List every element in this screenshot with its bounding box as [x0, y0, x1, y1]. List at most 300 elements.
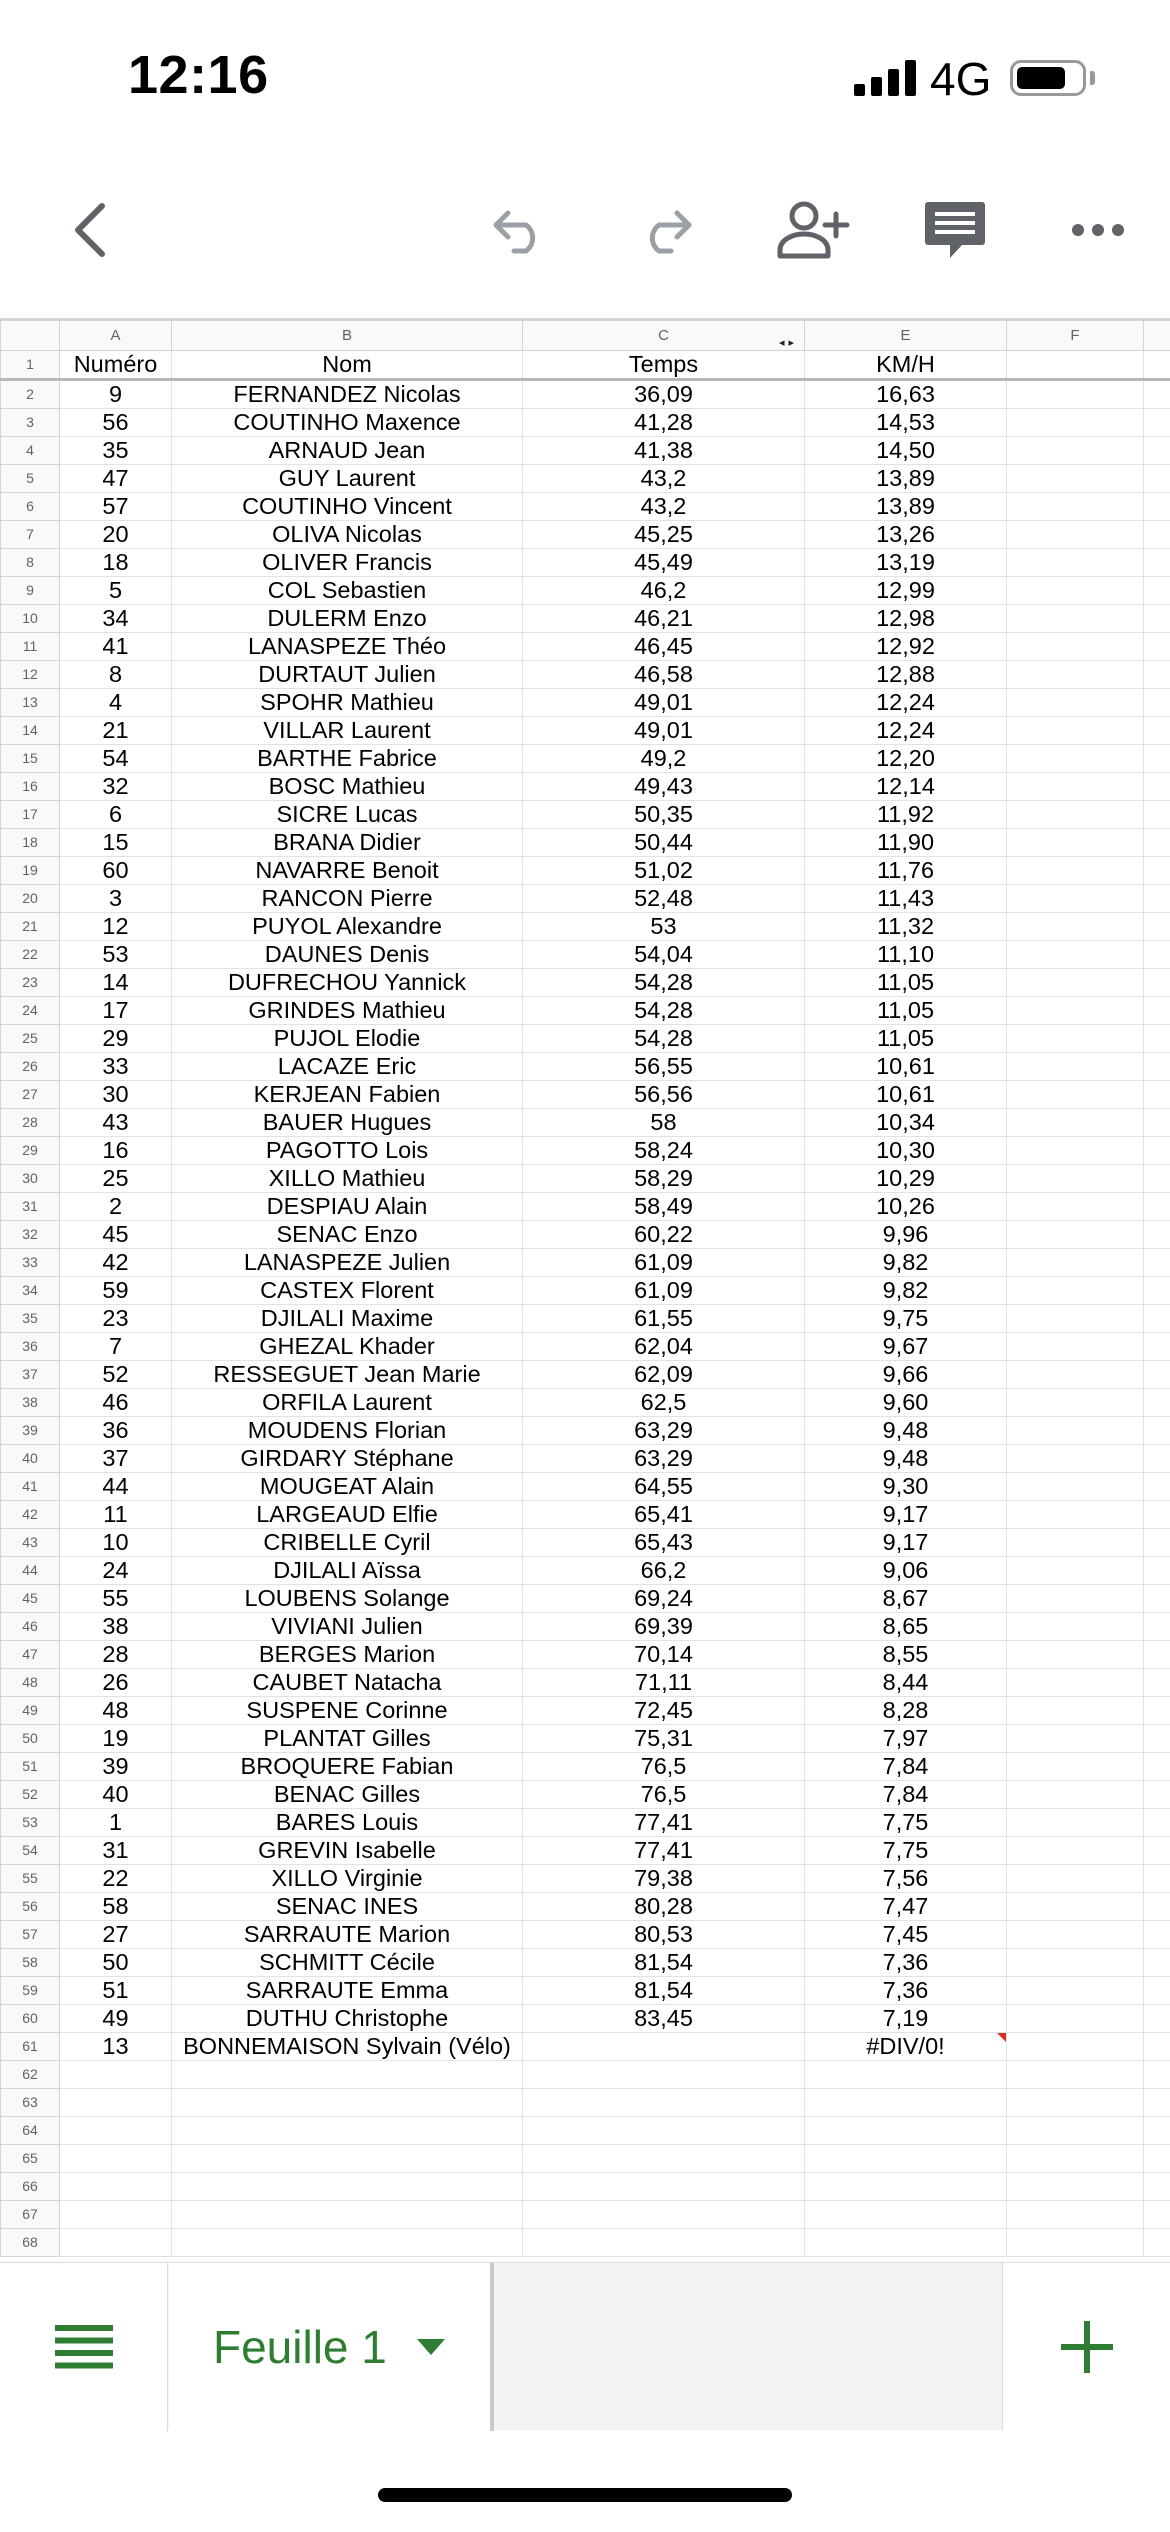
table-cell[interactable]: 63,29 — [523, 1417, 805, 1445]
table-cell[interactable]: 45,25 — [523, 521, 805, 549]
table-cell[interactable]: 11,10 — [805, 941, 1007, 969]
table-cell[interactable]: NAVARRE Benoit — [172, 857, 523, 885]
table-cell[interactable]: BARES Louis — [172, 1809, 523, 1837]
table-cell[interactable]: OLIVA Nicolas — [172, 521, 523, 549]
cell[interactable] — [1144, 1585, 1170, 1613]
table-cell[interactable]: KERJEAN Fabien — [172, 1081, 523, 1109]
table-cell[interactable]: 13,19 — [805, 549, 1007, 577]
table-cell[interactable]: PUYOL Alexandre — [172, 913, 523, 941]
table-cell[interactable]: 23 — [60, 1305, 172, 1333]
table-cell[interactable]: 21 — [60, 717, 172, 745]
cell[interactable] — [1007, 1501, 1144, 1529]
table-cell[interactable]: 13 — [60, 2033, 172, 2061]
table-cell[interactable]: 12,20 — [805, 745, 1007, 773]
cell[interactable] — [1007, 1837, 1144, 1865]
cell[interactable] — [1144, 2089, 1170, 2117]
cell[interactable] — [1144, 1053, 1170, 1081]
table-cell[interactable]: 8,67 — [805, 1585, 1007, 1613]
cell[interactable] — [1007, 2229, 1144, 2257]
table-cell[interactable]: CRIBELLE Cyril — [172, 1529, 523, 1557]
cell[interactable] — [1144, 1361, 1170, 1389]
table-cell[interactable]: MOUDENS Florian — [172, 1417, 523, 1445]
column-header-b[interactable] — [172, 321, 523, 351]
table-cell[interactable]: 11,05 — [805, 997, 1007, 1025]
table-cell[interactable]: 43,2 — [523, 465, 805, 493]
undo-button[interactable] — [480, 180, 560, 280]
table-cell[interactable]: GUY Laurent — [172, 465, 523, 493]
cell[interactable] — [1007, 1613, 1144, 1641]
cell[interactable] — [1007, 1081, 1144, 1109]
row-number[interactable]: 64 — [1, 2117, 60, 2145]
cell[interactable] — [1144, 1865, 1170, 1893]
table-cell[interactable]: 36 — [60, 1417, 172, 1445]
cell[interactable] — [1007, 1865, 1144, 1893]
table-cell[interactable]: BENAC Gilles — [172, 1781, 523, 1809]
cell[interactable] — [1007, 2117, 1144, 2145]
table-cell[interactable]: 54,28 — [523, 969, 805, 997]
share-button[interactable] — [768, 180, 858, 280]
cell[interactable] — [1007, 1557, 1144, 1585]
header-cell[interactable]: Temps — [523, 351, 805, 380]
cell[interactable] — [60, 2173, 172, 2201]
table-cell[interactable]: 13,89 — [805, 493, 1007, 521]
table-cell[interactable]: 26 — [60, 1669, 172, 1697]
table-cell[interactable]: GHEZAL Khader — [172, 1333, 523, 1361]
row-number[interactable]: 2 — [1, 380, 60, 409]
cell[interactable] — [1144, 941, 1170, 969]
cell[interactable] — [1007, 605, 1144, 633]
table-cell[interactable]: 29 — [60, 1025, 172, 1053]
table-cell[interactable]: 58 — [523, 1109, 805, 1137]
table-cell[interactable]: 15 — [60, 829, 172, 857]
table-cell[interactable]: 2 — [60, 1193, 172, 1221]
cell[interactable] — [1144, 2201, 1170, 2229]
table-cell[interactable]: 11,32 — [805, 913, 1007, 941]
table-cell[interactable]: RANCON Pierre — [172, 885, 523, 913]
table-cell[interactable]: 10,29 — [805, 1165, 1007, 1193]
cell[interactable] — [1144, 1221, 1170, 1249]
cell[interactable] — [1007, 521, 1144, 549]
cell[interactable] — [1007, 1641, 1144, 1669]
cell[interactable] — [1144, 437, 1170, 465]
table-cell[interactable]: 8,44 — [805, 1669, 1007, 1697]
cell[interactable] — [1007, 2145, 1144, 2173]
table-cell[interactable]: CASTEX Florent — [172, 1277, 523, 1305]
table-cell[interactable]: 7,36 — [805, 1949, 1007, 1977]
cell[interactable] — [1144, 2117, 1170, 2145]
table-cell[interactable]: 49,01 — [523, 717, 805, 745]
table-cell[interactable]: 9,82 — [805, 1249, 1007, 1277]
row-number[interactable]: 25 — [1, 1025, 60, 1053]
cell[interactable] — [1007, 941, 1144, 969]
table-cell[interactable]: 7,45 — [805, 1921, 1007, 1949]
table-cell[interactable]: 77,41 — [523, 1837, 805, 1865]
row-number[interactable]: 53 — [1, 1809, 60, 1837]
cell[interactable] — [1144, 2061, 1170, 2089]
cell[interactable] — [1144, 829, 1170, 857]
table-cell[interactable]: 54,28 — [523, 997, 805, 1025]
table-cell[interactable]: 77,41 — [523, 1809, 805, 1837]
table-cell[interactable]: 69,24 — [523, 1585, 805, 1613]
table-cell[interactable]: 50,35 — [523, 801, 805, 829]
column-header-c[interactable] — [523, 321, 805, 351]
table-cell[interactable]: 9,48 — [805, 1445, 1007, 1473]
cell[interactable] — [1007, 1277, 1144, 1305]
cell[interactable] — [805, 2117, 1007, 2145]
table-cell[interactable]: 60 — [60, 857, 172, 885]
table-cell[interactable]: 38 — [60, 1613, 172, 1641]
cell[interactable] — [1007, 1893, 1144, 1921]
cell[interactable] — [1007, 465, 1144, 493]
cell[interactable] — [1007, 689, 1144, 717]
table-cell[interactable]: BARTHE Fabrice — [172, 745, 523, 773]
cell[interactable] — [1144, 2173, 1170, 2201]
table-cell[interactable]: 65,43 — [523, 1529, 805, 1557]
table-cell[interactable] — [523, 2033, 805, 2061]
cell[interactable] — [1007, 1249, 1144, 1277]
row-number[interactable]: 15 — [1, 745, 60, 773]
cell[interactable] — [1144, 1081, 1170, 1109]
table-cell[interactable]: 7,47 — [805, 1893, 1007, 1921]
column-header-f[interactable] — [1007, 321, 1144, 351]
cell[interactable] — [1144, 605, 1170, 633]
cell[interactable] — [805, 2145, 1007, 2173]
row-number[interactable]: 16 — [1, 773, 60, 801]
cell[interactable] — [1007, 633, 1144, 661]
cell[interactable] — [172, 2061, 523, 2089]
table-cell[interactable]: 79,38 — [523, 1865, 805, 1893]
table-cell[interactable]: 17 — [60, 997, 172, 1025]
table-cell[interactable]: 11,05 — [805, 1025, 1007, 1053]
cell[interactable] — [1007, 1053, 1144, 1081]
table-cell[interactable]: 54,28 — [523, 1025, 805, 1053]
cell[interactable] — [1144, 549, 1170, 577]
table-cell[interactable]: 7,75 — [805, 1837, 1007, 1865]
table-cell[interactable]: 70,14 — [523, 1641, 805, 1669]
cell[interactable] — [1144, 1277, 1170, 1305]
table-cell[interactable]: 52 — [60, 1361, 172, 1389]
cell[interactable] — [1144, 1445, 1170, 1473]
cell[interactable] — [1007, 1165, 1144, 1193]
table-cell[interactable]: 46,2 — [523, 577, 805, 605]
cell[interactable] — [1144, 2033, 1170, 2061]
table-cell[interactable]: 62,5 — [523, 1389, 805, 1417]
row-number[interactable]: 12 — [1, 661, 60, 689]
cell[interactable] — [805, 2229, 1007, 2257]
caret-down-icon[interactable] — [417, 2339, 445, 2355]
table-cell[interactable]: 46,45 — [523, 633, 805, 661]
table-cell[interactable]: OLIVER Francis — [172, 549, 523, 577]
row-number[interactable]: 67 — [1, 2201, 60, 2229]
table-cell[interactable]: 7,56 — [805, 1865, 1007, 1893]
table-cell[interactable]: FERNANDEZ Nicolas — [172, 380, 523, 409]
table-cell[interactable]: 59 — [60, 1277, 172, 1305]
table-cell[interactable] — [805, 2033, 1007, 2061]
table-cell[interactable]: 53 — [523, 913, 805, 941]
cell[interactable] — [523, 2089, 805, 2117]
cell[interactable] — [1144, 1193, 1170, 1221]
table-cell[interactable]: 50 — [60, 1949, 172, 1977]
cell[interactable] — [1144, 1949, 1170, 1977]
row-number[interactable]: 34 — [1, 1277, 60, 1305]
column-header-a[interactable] — [60, 321, 172, 351]
cell[interactable] — [1007, 549, 1144, 577]
table-cell[interactable]: 9,82 — [805, 1277, 1007, 1305]
table-cell[interactable]: 6 — [60, 801, 172, 829]
row-number[interactable]: 57 — [1, 1921, 60, 1949]
table-cell[interactable]: DUTHU Christophe — [172, 2005, 523, 2033]
cell[interactable] — [1144, 577, 1170, 605]
corner-cell[interactable] — [1, 321, 60, 351]
table-cell[interactable]: VILLAR Laurent — [172, 717, 523, 745]
table-cell[interactable]: 7 — [60, 1333, 172, 1361]
table-cell[interactable]: GRINDES Mathieu — [172, 997, 523, 1025]
row-number[interactable]: 49 — [1, 1697, 60, 1725]
table-cell[interactable]: 12,14 — [805, 773, 1007, 801]
table-cell[interactable]: 11,76 — [805, 857, 1007, 885]
table-cell[interactable]: 12,24 — [805, 717, 1007, 745]
cell[interactable] — [1007, 2005, 1144, 2033]
cell[interactable] — [805, 2173, 1007, 2201]
row-number[interactable]: 55 — [1, 1865, 60, 1893]
table-cell[interactable]: 37 — [60, 1445, 172, 1473]
table-cell[interactable]: PLANTAT Gilles — [172, 1725, 523, 1753]
table-cell[interactable]: 27 — [60, 1921, 172, 1949]
cell[interactable] — [1007, 1753, 1144, 1781]
table-cell[interactable]: 7,84 — [805, 1753, 1007, 1781]
cell[interactable] — [523, 2201, 805, 2229]
cell[interactable] — [523, 2145, 805, 2173]
cell[interactable] — [1144, 1697, 1170, 1725]
table-cell[interactable]: 50,44 — [523, 829, 805, 857]
table-cell[interactable]: 10,26 — [805, 1193, 1007, 1221]
cell[interactable] — [1144, 885, 1170, 913]
row-number[interactable]: 45 — [1, 1585, 60, 1613]
table-cell[interactable]: 46,21 — [523, 605, 805, 633]
table-cell[interactable]: COUTINHO Maxence — [172, 409, 523, 437]
cell[interactable] — [1144, 1809, 1170, 1837]
row-number[interactable]: 46 — [1, 1613, 60, 1641]
table-cell[interactable]: 35 — [60, 437, 172, 465]
cell[interactable] — [1144, 2145, 1170, 2173]
table-cell[interactable]: 45 — [60, 1221, 172, 1249]
cell[interactable] — [172, 2117, 523, 2145]
cell[interactable] — [1007, 1781, 1144, 1809]
add-sheet-button[interactable] — [1002, 2263, 1170, 2431]
table-cell[interactable]: 46,58 — [523, 661, 805, 689]
table-cell[interactable]: XILLO Mathieu — [172, 1165, 523, 1193]
table-cell[interactable]: MOUGEAT Alain — [172, 1473, 523, 1501]
cell[interactable] — [1007, 2173, 1144, 2201]
row-number[interactable]: 27 — [1, 1081, 60, 1109]
table-cell[interactable]: 18 — [60, 549, 172, 577]
row-number[interactable]: 48 — [1, 1669, 60, 1697]
table-cell[interactable]: 80,53 — [523, 1921, 805, 1949]
table-cell[interactable]: 11 — [60, 1501, 172, 1529]
table-cell[interactable]: 7,75 — [805, 1809, 1007, 1837]
table-cell[interactable]: PUJOL Elodie — [172, 1025, 523, 1053]
cell[interactable] — [1007, 1221, 1144, 1249]
row-number[interactable]: 7 — [1, 521, 60, 549]
table-cell[interactable]: 75,31 — [523, 1725, 805, 1753]
table-cell[interactable]: 22 — [60, 1865, 172, 1893]
row-number[interactable]: 42 — [1, 1501, 60, 1529]
cell[interactable] — [1007, 2061, 1144, 2089]
row-number[interactable]: 8 — [1, 549, 60, 577]
table-cell[interactable]: 10,61 — [805, 1081, 1007, 1109]
table-cell[interactable]: 16,63 — [805, 380, 1007, 409]
cell[interactable] — [1007, 1949, 1144, 1977]
cell[interactable] — [1007, 1585, 1144, 1613]
table-cell[interactable]: 46 — [60, 1389, 172, 1417]
cell[interactable] — [1007, 1109, 1144, 1137]
table-cell[interactable]: SCHMITT Cécile — [172, 1949, 523, 1977]
cell[interactable] — [1007, 2033, 1144, 2061]
cell[interactable] — [523, 2173, 805, 2201]
row-number[interactable]: 33 — [1, 1249, 60, 1277]
row-number[interactable]: 41 — [1, 1473, 60, 1501]
table-cell[interactable]: 1 — [60, 1809, 172, 1837]
cell[interactable] — [60, 2117, 172, 2145]
table-cell[interactable]: 3 — [60, 885, 172, 913]
row-number[interactable]: 1 — [1, 351, 60, 380]
cell[interactable] — [1007, 1529, 1144, 1557]
table-cell[interactable]: GREVIN Isabelle — [172, 1837, 523, 1865]
row-number[interactable]: 35 — [1, 1305, 60, 1333]
cell[interactable] — [1007, 2089, 1144, 2117]
table-cell[interactable]: 7,36 — [805, 1977, 1007, 2005]
row-number[interactable]: 11 — [1, 633, 60, 661]
cell[interactable] — [1144, 633, 1170, 661]
row-number[interactable]: 14 — [1, 717, 60, 745]
row-number[interactable]: 51 — [1, 1753, 60, 1781]
row-number[interactable]: 58 — [1, 1949, 60, 1977]
redo-button[interactable] — [625, 180, 705, 280]
table-cell[interactable]: 53 — [60, 941, 172, 969]
cell[interactable] — [1007, 1361, 1144, 1389]
table-cell[interactable]: 80,28 — [523, 1893, 805, 1921]
cell[interactable] — [1144, 1165, 1170, 1193]
row-number[interactable]: 44 — [1, 1557, 60, 1585]
table-cell[interactable]: SENAC Enzo — [172, 1221, 523, 1249]
table-cell[interactable]: 12,99 — [805, 577, 1007, 605]
table-cell[interactable]: LANASPEZE Théo — [172, 633, 523, 661]
table-cell[interactable]: 49 — [60, 2005, 172, 2033]
table-cell[interactable]: 58,24 — [523, 1137, 805, 1165]
table-cell[interactable]: 51,02 — [523, 857, 805, 885]
table-cell[interactable]: BERGES Marion — [172, 1641, 523, 1669]
table-cell[interactable]: 13,89 — [805, 465, 1007, 493]
table-cell[interactable]: 81,54 — [523, 1949, 805, 1977]
table-cell[interactable]: SPOHR Mathieu — [172, 689, 523, 717]
table-cell[interactable]: 12,88 — [805, 661, 1007, 689]
table-cell[interactable]: COL Sebastien — [172, 577, 523, 605]
table-cell[interactable]: 60,22 — [523, 1221, 805, 1249]
table-cell[interactable]: 76,5 — [523, 1781, 805, 1809]
cell[interactable] — [1007, 380, 1144, 409]
cell[interactable] — [1144, 1249, 1170, 1277]
table-cell[interactable]: PAGOTTO Lois — [172, 1137, 523, 1165]
cell[interactable] — [1144, 857, 1170, 885]
row-number[interactable]: 29 — [1, 1137, 60, 1165]
row-number[interactable]: 21 — [1, 913, 60, 941]
row-number[interactable]: 56 — [1, 1893, 60, 1921]
cell[interactable] — [1144, 717, 1170, 745]
row-number[interactable]: 62 — [1, 2061, 60, 2089]
cell[interactable] — [1144, 1305, 1170, 1333]
row-number[interactable]: 6 — [1, 493, 60, 521]
cell[interactable] — [1007, 1389, 1144, 1417]
cell[interactable] — [1144, 1529, 1170, 1557]
table-cell[interactable]: 41,38 — [523, 437, 805, 465]
cell[interactable] — [1007, 577, 1144, 605]
cell[interactable] — [1007, 1193, 1144, 1221]
cell[interactable] — [60, 2089, 172, 2117]
table-cell[interactable]: BOSC Mathieu — [172, 773, 523, 801]
table-cell[interactable]: GIRDARY Stéphane — [172, 1445, 523, 1473]
table-cell[interactable]: 9,75 — [805, 1305, 1007, 1333]
table-cell[interactable]: 7,97 — [805, 1725, 1007, 1753]
table-cell[interactable]: 4 — [60, 689, 172, 717]
table-cell[interactable]: 9,66 — [805, 1361, 1007, 1389]
table-cell[interactable]: SARRAUTE Emma — [172, 1977, 523, 2005]
cell[interactable] — [1144, 1333, 1170, 1361]
table-cell[interactable]: 56,56 — [523, 1081, 805, 1109]
row-number[interactable]: 37 — [1, 1361, 60, 1389]
table-cell[interactable]: SENAC INES — [172, 1893, 523, 1921]
cell[interactable] — [1007, 717, 1144, 745]
header-cell[interactable]: Numéro — [60, 351, 172, 380]
table-cell[interactable]: 9,06 — [805, 1557, 1007, 1585]
cell[interactable] — [1007, 351, 1144, 380]
table-cell[interactable]: 49,01 — [523, 689, 805, 717]
row-number[interactable]: 17 — [1, 801, 60, 829]
table-cell[interactable]: LARGEAUD Elfie — [172, 1501, 523, 1529]
cell[interactable] — [1144, 1753, 1170, 1781]
tab-feuille-1[interactable] — [169, 2263, 494, 2431]
row-number[interactable]: 54 — [1, 1837, 60, 1865]
table-cell[interactable]: 11,05 — [805, 969, 1007, 997]
cell[interactable] — [1007, 773, 1144, 801]
cell[interactable] — [172, 2173, 523, 2201]
cell[interactable] — [523, 2229, 805, 2257]
cell[interactable] — [805, 2061, 1007, 2089]
cell[interactable] — [523, 2061, 805, 2089]
cell[interactable] — [1144, 409, 1170, 437]
table-cell[interactable]: 9,30 — [805, 1473, 1007, 1501]
table-cell[interactable]: 11,92 — [805, 801, 1007, 829]
table-cell[interactable]: LOUBENS Solange — [172, 1585, 523, 1613]
table-cell[interactable]: 12,24 — [805, 689, 1007, 717]
cell[interactable] — [1144, 773, 1170, 801]
cell[interactable] — [1007, 801, 1144, 829]
table-cell[interactable]: 9,17 — [805, 1529, 1007, 1557]
table-cell[interactable]: LANASPEZE Julien — [172, 1249, 523, 1277]
table-cell[interactable]: 9,67 — [805, 1333, 1007, 1361]
cell[interactable] — [1007, 661, 1144, 689]
table-cell[interactable]: 51 — [60, 1977, 172, 2005]
table-cell[interactable]: 10,30 — [805, 1137, 1007, 1165]
cell[interactable] — [1144, 1417, 1170, 1445]
table-cell[interactable]: 16 — [60, 1137, 172, 1165]
row-number[interactable]: 52 — [1, 1781, 60, 1809]
cell[interactable] — [1007, 1697, 1144, 1725]
row-number[interactable]: 40 — [1, 1445, 60, 1473]
table-cell[interactable]: 12,98 — [805, 605, 1007, 633]
cell[interactable] — [1144, 913, 1170, 941]
row-number[interactable]: 18 — [1, 829, 60, 857]
table-cell[interactable]: 65,41 — [523, 1501, 805, 1529]
